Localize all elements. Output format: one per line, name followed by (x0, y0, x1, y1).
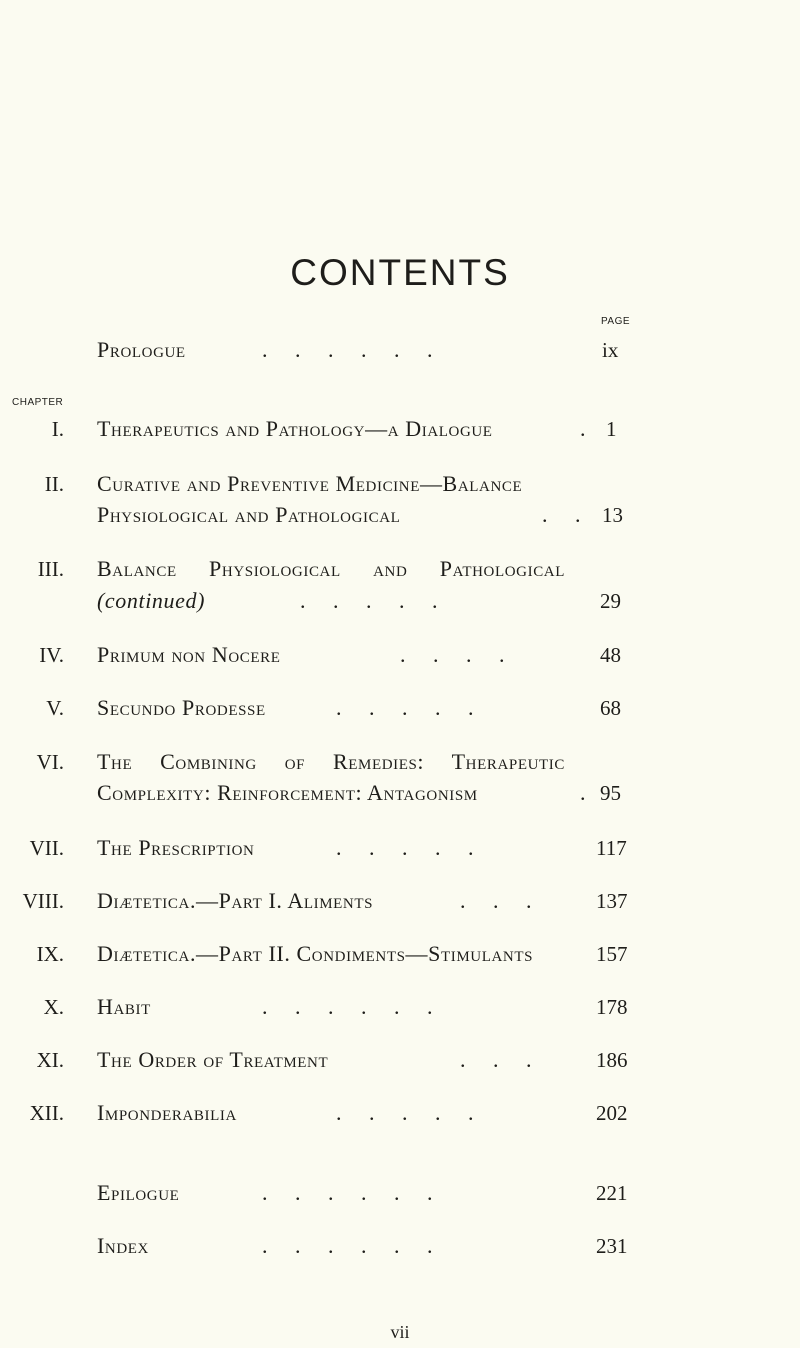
chapter-dots: . . . . . (336, 835, 474, 860)
page-folio: vii (390, 1322, 410, 1342)
chapter-number: II. (44, 472, 64, 496)
chapter-number: X. (43, 995, 64, 1019)
chapter-page: 117 (596, 836, 627, 860)
prologue-dots: . . . . . . (262, 337, 433, 362)
chapter-dots: . . . . . (336, 1100, 474, 1125)
chapter-number: III. (37, 557, 64, 581)
chapter-title: Primum non Nocere (97, 642, 281, 667)
chapter-dots: . (580, 780, 586, 805)
chapter-dots: . . . . . . (262, 994, 433, 1019)
chapter-title-line1: The Combining of Remedies: Therapeutic (97, 749, 565, 774)
chapter-title-line2: Complexity: Reinforcement: Antagonism (97, 780, 478, 805)
prologue-page: ix (602, 338, 619, 362)
chapter-title: Diætetica.—Part II. Condiments—Stimulants (97, 941, 534, 966)
chapter-number: IV. (39, 643, 64, 667)
chapter-column-label: CHAPTER (12, 397, 64, 408)
epilogue-page: 221 (596, 1181, 628, 1205)
chapter-page: 178 (596, 995, 628, 1019)
chapter-page: 202 (596, 1101, 628, 1125)
epilogue-title: Epilogue (97, 1180, 180, 1205)
chapter-title: Diætetica.—Part I. Aliments (97, 888, 374, 913)
index-dots: . . . . . . (262, 1233, 433, 1258)
continued-italic: (continued) (97, 588, 206, 613)
chapter-number: IX. (36, 942, 64, 966)
chapter-dots: . . . . (400, 642, 505, 667)
chapter-dots: . . . . . (336, 695, 474, 720)
chapter-title-line2 (97, 588, 205, 614)
chapter-page: 137 (596, 889, 628, 913)
chapter-number: VI. (36, 750, 64, 774)
chapter-page: 157 (596, 942, 628, 966)
contents-heading: CONTENTS (290, 252, 510, 293)
chapter-dots: . . . (460, 1047, 532, 1072)
epilogue-dots: . . . . . . (262, 1180, 433, 1205)
chapter-title: Therapeutics and Pathology—a Dialogue (97, 416, 493, 441)
chapter-dots: . . (542, 502, 581, 527)
chapter-number: XI. (36, 1048, 64, 1072)
chapter-page: 186 (596, 1048, 628, 1072)
chapter-page: 95 (600, 781, 621, 805)
chapter-dots: . . . . . (300, 588, 438, 613)
chapter-dots: . . . (460, 888, 532, 913)
index-title: Index (97, 1233, 149, 1258)
chapter-page: 68 (600, 696, 621, 720)
chapter-title: The Order of Treatment (97, 1047, 329, 1072)
page-column-label: PAGE (601, 316, 631, 327)
chapter-title: Imponderabilia (97, 1100, 237, 1125)
chapter-title: Habit (97, 994, 151, 1019)
chapter-number: VIII. (22, 889, 64, 913)
chapter-title: The Prescription (97, 835, 255, 860)
chapter-page: 1 (606, 417, 617, 441)
chapter-number: V. (46, 696, 64, 720)
chapter-title: Secundo Prodesse (97, 695, 266, 720)
chapter-page: 48 (600, 643, 621, 667)
chapter-title-line1: Curative and Preventive Medicine—Balance (97, 471, 523, 496)
chapter-number: VII. (29, 836, 64, 860)
chapter-title-line2: Physiological and Pathological (97, 502, 401, 527)
index-page: 231 (596, 1234, 628, 1258)
chapter-page: 29 (600, 589, 621, 613)
chapter-number: I. (51, 417, 64, 441)
prologue-title: Prologue (97, 337, 186, 362)
chapter-page: 13 (602, 503, 623, 527)
chapter-number: XII. (29, 1101, 64, 1125)
chapter-dots: . (580, 416, 586, 441)
chapter-title-line1: Balance Physiological and Pathological (97, 556, 565, 581)
